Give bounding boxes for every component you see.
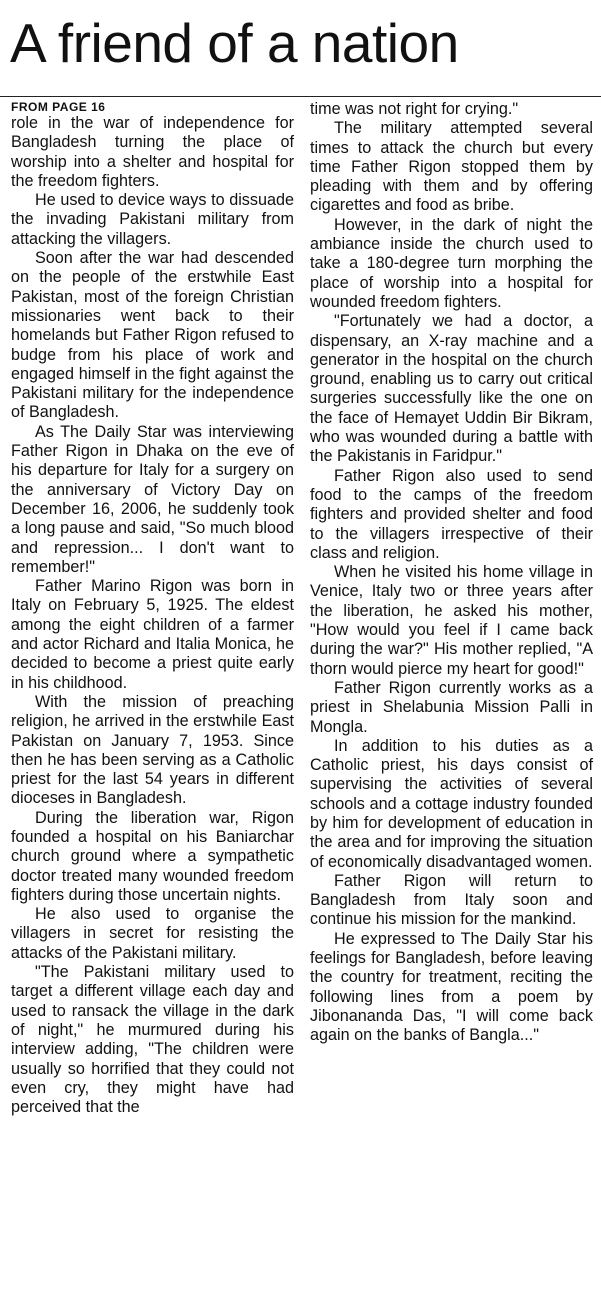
paragraph: Father Marino Rigon was born in Italy on February 5, 1925. The eldest among the eight children of a farmer and actor Richard and Italia Monica, he decided to become a priest quite early in his childhood.	[11, 577, 294, 692]
paragraph: Father Rigon currently works as a priest in Shelabunia Mission Palli in Mongla.	[310, 678, 593, 736]
paragraph: role in the war of independence for Bangladesh turning the place of worship into a shelter and hospital for the freedom fighters.	[11, 114, 294, 190]
paragraph: Father Rigon also used to send food to the camps of the freedom fighters and provided shelter and food to the villagers irrespective of their class and religion.	[310, 466, 593, 562]
paragraph: He used to device ways to dissuade the invading Pakistani military from attacking the villagers.	[11, 191, 294, 248]
article-column-right	[310, 100, 593, 1046]
paragraph: Soon after the war had descended on the people of the erstwhile East Pakistan, most of the foreign Christian missionaries went back to their homelands but Father Rigon refused to budge from his place of work and engaged himself in the fight against the Pakistani military for the independence of Bangladesh.	[11, 249, 294, 422]
paragraph: When he visited his home village in Venice, Italy two or three years after the liberation, he asked his mother, "How would you feel if I came back during the war?" His mother replied, "A thorn would pierce my heart for good!"	[310, 563, 593, 678]
paragraph: "Fortunately we had a doctor, a dispensary, an X-ray machine and a generator in the hospital on the church ground, enabling us to carry out critical surgeries successfully like the one on the face of Hemayet Uddin Bir Bikram, who was wounded during a battle with the Pakistanis in Faridpur."	[310, 312, 593, 466]
paragraph: He expressed to The Daily Star his feelings for Bangladesh, before leaving the country for treatment, reciting the following lines from a poem by Jibonananda Das, "I will come back again on the banks of Bangla..."	[310, 929, 593, 1045]
paragraph: During the liberation war, Rigon founded a hospital on his Baniarchar church ground where a sympathetic doctor treated many wounded freedom fighters during those uncertain nights.	[11, 808, 294, 904]
paragraph: time was not right for crying."	[310, 100, 519, 118]
paragraph: With the mission of preaching religion, he arrived in the erstwhile East Pakistan on January 7, 1953. Since then he has been serving as a Catholic priest for the last 54 years in different dioceses in Bangladesh.	[11, 692, 294, 808]
paragraph: The military attempted several times to attack the church but every time Father Rigon stopped them by pleading with them and by offering cigarettes and food as bribe.	[310, 119, 593, 215]
paragraph: In addition to his duties as a Catholic priest, his days consist of supervising the activities of several schools and a cottage industry founded by him for development of education in the area and for improving the situation of economically disadvantaged women.	[310, 736, 593, 871]
paragraph: He also used to organise the villagers in secret for resisting the attacks of the Pakistani military.	[11, 905, 294, 962]
paragraph: Father Rigon will return to Bangladesh from Italy soon and continue his mission for the mankind.	[310, 871, 593, 929]
paragraph: As The Daily Star was interviewing Father Rigon in Dhaka on the eve of his departure for Italy for a surgery on the anniversary of Victory Day on December 16, 2006, he suddenly took a long pause and said, "So much blood and repression... I don't want to remember!"	[11, 422, 294, 576]
continuation-label: FROM PAGE 16	[11, 100, 106, 114]
paragraph: However, in the dark of night the ambiance inside the church used to take a 180-degree turn morphing the place of worship into a hospital for wounded freedom fighters.	[310, 215, 593, 311]
article-column-left	[11, 100, 294, 1117]
paragraph: "The Pakistani military used to target a different village each day and used to ransack the village in the dark of night," he murmured during his interview adding, "The children were usually so horrified that they could not even cry, they might have had perceived that the	[11, 963, 294, 1117]
headline-rule	[0, 96, 601, 97]
headline: A friend of a nation	[10, 12, 459, 74]
